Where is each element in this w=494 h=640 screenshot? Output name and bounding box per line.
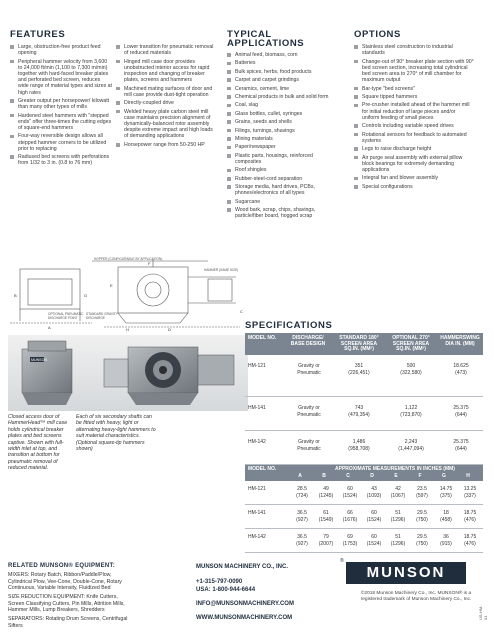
cell-dimension: 43 <box>371 486 377 492</box>
cell-standard-area: 1,486 <box>352 439 366 445</box>
cell-dimension-mm: (750) <box>416 517 428 523</box>
table-row <box>245 481 483 505</box>
copyright-text: ©2018 Munson Machinery Co., Inc. MUNSON® is a registered trademark of Munson Machinery Co., Inc. <box>360 591 472 602</box>
cell-standard-area-mm: (958,708) <box>348 446 370 452</box>
list-item: Peripheral hammer velocity from 3,600 to 24,000 ft/min (1,100 to 7,300 m/min) together with hard-faced breaker plates and perforated bed screen, reduces wide range of material types and sizes at high rates <box>10 59 112 96</box>
cell-dimension-mm: (1524) <box>366 517 382 523</box>
cell-discharge: Gravity or <box>298 405 320 411</box>
dim-letter-d: D <box>168 327 171 331</box>
features-column-2 <box>116 44 218 150</box>
table-row <box>245 397 483 431</box>
diagram-label-pneumatic-2: DISCHARGE POINT <box>48 316 78 320</box>
list-item: Roof shingles <box>227 167 332 173</box>
col-header-model: MODEL NO. <box>248 335 277 341</box>
cell-optional-area: 1,122 <box>404 405 418 411</box>
cell-dimension-mm: (1524) <box>342 493 358 499</box>
list-item: Coal, slag <box>227 102 332 108</box>
list-item: Machined mating surfaces of door and mill case provide dust-tight operation <box>116 86 218 98</box>
options-title: OPTIONS <box>354 29 401 40</box>
list-item: Greater output per horsepower/ kilowatt than many other types of mills <box>10 98 112 110</box>
registered-mark: ® <box>340 558 344 564</box>
list-item: Change-out of 90° breaker plate section with 90° bed screen section, increasing total cylindrical bed screen area to 270° of mill chamber for maximum output <box>354 59 474 84</box>
cell-dimension: 29.5 <box>417 534 427 540</box>
list-item: Radiused bed screens with perforations from 1/32 to 3 in. (0.8 to 76 mm) <box>10 154 112 166</box>
list-item: Integral fan and blower assembly <box>354 175 474 181</box>
cell-dimension: 18.75 <box>463 534 477 540</box>
cell-dimension-mm: (1245) <box>318 493 334 499</box>
options-column <box>354 30 474 192</box>
col-header-measurements: APPROXIMATE MEASUREMENTS IN INCHES (MM) <box>335 466 455 472</box>
cell-hammerswing-mm: (644) <box>455 446 467 452</box>
list-item: Pre-crusher installed ahead of the hammer mill for initial reduction of large pieces and/or uniform feeding of small pieces <box>354 102 474 121</box>
cell-dimension: 60 <box>347 486 353 492</box>
cell-hammerswing-mm: (644) <box>455 412 467 418</box>
features-list-2 <box>116 44 218 148</box>
dim-letter-b: B <box>14 293 17 298</box>
col-header-f: F <box>418 473 422 479</box>
applications-title-line1: TYPICAL <box>227 29 272 40</box>
cell-dimension-mm: (476) <box>464 517 476 523</box>
cell-dimension: 61 <box>323 510 329 516</box>
cell-standard-area-mm: (479,354) <box>348 412 370 418</box>
cell-hammerswing: 25.375 <box>453 439 469 445</box>
table-row <box>245 529 483 553</box>
list-item: Rubber-steel-cord separation <box>227 176 332 182</box>
list-item: Bulk spices, herbs, food products <box>227 69 332 75</box>
col-header-e: E <box>394 473 398 479</box>
related-title: RELATED MUNSON® EQUIPMENT: <box>8 563 116 569</box>
spec-table-dimensions <box>245 465 483 553</box>
spec-table-screen <box>245 333 483 465</box>
specifications-title: SPECIFICATIONS <box>245 320 333 331</box>
cell-hammerswing: 25.375 <box>453 405 469 411</box>
list-item: Animal feed, biomass, corn <box>227 52 332 58</box>
cell-dimension-mm: (1753) <box>342 541 358 547</box>
list-item: Filings, turnings, shavings <box>227 128 332 134</box>
col-header-g: G <box>442 473 446 479</box>
munson-logo: MUNSON <box>346 562 466 584</box>
website-link[interactable]: WWW.MUNSONMACHINERY.COM <box>196 615 293 621</box>
list-item: Sugarcane <box>227 199 332 205</box>
cell-hammerswing-mm: (473) <box>455 370 467 376</box>
col-header-a: A <box>298 473 302 479</box>
cell-standard-area-mm: (226,451) <box>348 370 370 376</box>
cell-discharge: Pneumatic <box>297 412 321 418</box>
list-item: Mining materials <box>227 136 332 142</box>
col-header-d: D <box>370 473 374 479</box>
list-item: Bar-type "bed screens" <box>354 86 474 92</box>
features-column <box>10 30 112 169</box>
cell-dimension: 79 <box>323 534 329 540</box>
dimension-rows <box>245 481 483 553</box>
company-name: MUNSON MACHINERY CO., INC. <box>196 564 289 570</box>
related-size-reduction: SIZE REDUCTION EQUIPMENT: Knife Cutters, Screen Classifying Cutters, Pin Mills, Attrition Mills, Hammer Mills, Lump Breakers, Shredders <box>8 594 125 613</box>
cell-model: HM-142 <box>248 534 266 540</box>
list-item: Horsepower range from 50-250 HP <box>116 142 218 148</box>
cell-dimension-mm: (1676) <box>342 517 358 523</box>
cell-discharge: Gravity or <box>298 363 320 369</box>
cell-model: HM-121 <box>248 486 266 492</box>
list-item: Hardened steel hammers with "stepped ends" offer three-times the cutting edges of square-end hammers <box>10 113 112 132</box>
col-header-discharge: DISCHARGE/ BASE DESIGN <box>290 335 326 347</box>
cell-dimension-mm: (724) <box>296 493 308 499</box>
applications-list <box>227 52 332 219</box>
hammermill-photo <box>8 335 248 411</box>
cell-discharge: Pneumatic <box>297 370 321 376</box>
table-row <box>245 505 483 529</box>
cell-dimension: 36.5 <box>297 510 307 516</box>
list-item: Chemical products in bulk and solid form <box>227 94 332 100</box>
photo-badge: MUNSON <box>31 358 47 362</box>
list-item: Square tipped hammers <box>354 94 474 100</box>
list-item: Lower transition for pneumatic removal of reduced materials <box>116 44 218 56</box>
features-list <box>10 44 112 167</box>
cell-standard-area: 743 <box>354 405 364 411</box>
list-item: Rotational sensors for feedback to automated systems <box>354 132 474 144</box>
dim-letter-f: F <box>148 261 151 266</box>
col-header-b: B <box>322 473 326 479</box>
dim-letter-a: A <box>48 325 51 330</box>
cell-dimension-mm: (597) <box>416 493 428 499</box>
related-equipment <box>8 563 228 632</box>
cell-dimension-mm: (337) <box>464 493 476 499</box>
email-link[interactable]: INFO@MUNSONMACHINERY.COM <box>196 601 294 607</box>
cell-optional-area-mm: (322,580) <box>400 370 422 376</box>
list-item: Plastic parts, housings, reinforced composites <box>227 153 332 165</box>
cell-optional-area: 500 <box>406 363 416 369</box>
cell-dimension-mm: (750) <box>416 541 428 547</box>
cell-dimension: 42 <box>395 486 401 492</box>
cell-optional-area-mm: (723,870) <box>400 412 422 418</box>
phone-main: +1-315-797-0090 <box>196 579 243 585</box>
dimension-diagram <box>8 257 246 331</box>
list-item: Controls including variable speed drives <box>354 123 474 129</box>
cell-dimension-mm: (927) <box>296 541 308 547</box>
cell-dimension: 18.75 <box>463 510 477 516</box>
col-header-model: MODEL NO. <box>248 466 277 472</box>
table-row <box>245 431 483 465</box>
diagram-label-gravity-2: DISCHARGE <box>86 316 105 320</box>
dim-letter-e: E <box>110 283 113 288</box>
cell-hammerswing: 18.625 <box>453 363 469 369</box>
cell-dimension: 23.5 <box>417 486 427 492</box>
cell-dimension-mm: (915) <box>440 541 452 547</box>
list-item: Legs to raise discharge height <box>354 146 474 152</box>
cell-dimension: 28.5 <box>297 486 307 492</box>
contact-block <box>196 563 326 622</box>
cell-dimension: 51 <box>395 510 401 516</box>
features-title: FEATURES <box>10 29 66 40</box>
list-item: Special configurations <box>354 184 474 190</box>
col-header-hammerswing: HAMMERSWING DIA IN. (MM) <box>440 335 480 347</box>
cell-standard-area: 351 <box>354 363 364 369</box>
phone-usa: USA: 1-800-944-6644 <box>196 587 256 593</box>
cell-dimension: 49 <box>323 486 329 492</box>
col-header-optional-area: OPTIONAL 270° SCREEN AREA SQ.IN. (MM²) <box>392 335 430 353</box>
cell-model: HM-141 <box>248 510 266 516</box>
related-separators: SEPARATORS: Rotating Drum Screens, Centrifugal Sifters <box>8 616 128 629</box>
diagram-label-pneumatic-1: OPTIONAL PNEUMATIC <box>48 312 84 316</box>
hammermill-illustration <box>8 335 248 411</box>
cell-dimension: 36.5 <box>297 534 307 540</box>
cell-dimension-mm: (1296) <box>390 541 406 547</box>
table-header <box>245 465 483 481</box>
diagram-label-gravity-1: STANDARD GRAVITY <box>86 312 118 316</box>
diagram-label-hopper: HOPPER (CONFIGURABLE BY APPLICATION) <box>94 257 163 261</box>
list-item: Large, obstruction-free product feed opening <box>10 44 112 56</box>
cell-dimension-mm: (2007) <box>318 541 334 547</box>
cell-optional-area: 2,243 <box>404 439 418 445</box>
cell-dimension: 36 <box>443 534 449 540</box>
cell-model: HM-121 <box>248 363 266 369</box>
caption-hammers: Each of six secondary shafts can be fitted with heavy, light or alternating heavy-light hammers to suit material characteristics. (Optional square-tip hammers shown) <box>76 414 156 453</box>
col-header-c: C <box>346 473 350 479</box>
list-item: Ceramics, cement, lime <box>227 86 332 92</box>
cell-dimension: 18 <box>443 510 449 516</box>
applications-title <box>227 30 332 48</box>
cell-optional-area-mm: (1,447,094) <box>398 446 424 452</box>
related-mixers: MIXERS: Rotary Batch, Ribbon/Paddle/Plow, Cylindrical Plow, Vee-Cone, Double-Cone, Rotary Continuous, Variable Intensity, Fluidized Bed <box>8 572 122 591</box>
list-item: Directly-coupled drive <box>116 100 218 106</box>
list-item: Stainless steel construction to industrial standards <box>354 44 474 56</box>
cell-dimension: 51 <box>395 534 401 540</box>
table-header <box>245 333 483 355</box>
list-item: Glass bottles, cullet, syringes <box>227 111 332 117</box>
applications-title-line2: APPLICATIONS <box>227 38 305 49</box>
applications-column <box>227 30 332 222</box>
mill-line-drawing <box>8 257 246 331</box>
cell-dimension: 60 <box>371 510 377 516</box>
cell-dimension-mm: (1296) <box>390 517 406 523</box>
dim-letter-c: C <box>240 309 243 314</box>
cell-discharge: Gravity or <box>298 439 320 445</box>
cell-discharge: Pneumatic <box>297 446 321 452</box>
cell-dimension: 13.25 <box>463 486 477 492</box>
cell-model: HM-141 <box>248 405 266 411</box>
diagram-label-hammer: HAMMER (SAME SIZE) <box>204 268 239 272</box>
cell-dimension-mm: (375) <box>440 493 452 499</box>
cell-dimension-mm: (458) <box>440 517 452 523</box>
list-item: Storage media, hard drives, PCBs, phones/electronics of all types <box>227 184 332 196</box>
cell-dimension-mm: (1549) <box>318 517 334 523</box>
list-item: Four-way reversible design allows all stepped hammer corners to be utilized prior to replacing <box>10 133 112 152</box>
list-item: Batteries <box>227 60 332 66</box>
options-list <box>354 44 474 190</box>
cell-dimension: 60 <box>371 534 377 540</box>
cell-dimension: 69 <box>347 534 353 540</box>
list-item: Grains, seeds and shells <box>227 119 332 125</box>
caption-closed-mill: Closed access door of HammerHead™ mill case holds cylindrical breaker plates and bed screens captive. Shown with full-width inlet at top, and transition at bottom for pneumatic removal of reduced material. <box>8 414 68 472</box>
list-item: Hinged mill case door provides unobstructed interior access for rapid inspection and changing of breaker plates, screens and hammers <box>116 59 218 84</box>
cell-model: HM-142 <box>248 439 266 445</box>
cell-dimension-mm: (927) <box>296 517 308 523</box>
table-row <box>245 355 483 397</box>
cell-dimension-mm: (1067) <box>390 493 406 499</box>
list-item: Welded heavy plate carbon steel mill case maintains precision alignment of dynamically-balanced rotor assembly despite extreme impact and high loads of demanding applications <box>116 109 218 140</box>
document-code: US-HM-01 <box>478 605 488 620</box>
cell-dimension: 14.75 <box>439 486 453 492</box>
cell-dimension-mm: (1093) <box>366 493 382 499</box>
list-item: Wood bark, scrap, chips, shavings, particle/fiber board, hogged scrap <box>227 207 332 219</box>
list-item: Paper/newspaper <box>227 144 332 150</box>
cell-dimension-mm: (476) <box>464 541 476 547</box>
dim-letter-g: G <box>84 293 88 298</box>
dim-letter-h: H <box>126 327 129 331</box>
list-item: Air purge seal assembly with external pillow block bearings for extremely demanding applications <box>354 155 474 174</box>
list-item: Carpet and carpet grindings <box>227 77 332 83</box>
col-header-h: H <box>466 473 470 479</box>
cell-dimension-mm: (1524) <box>366 541 382 547</box>
col-header-standard-area: STANDARD 180° SCREEN AREA SQ.IN. (MM²) <box>339 335 379 353</box>
cell-dimension: 66 <box>347 510 353 516</box>
cell-dimension: 29.5 <box>417 510 427 516</box>
